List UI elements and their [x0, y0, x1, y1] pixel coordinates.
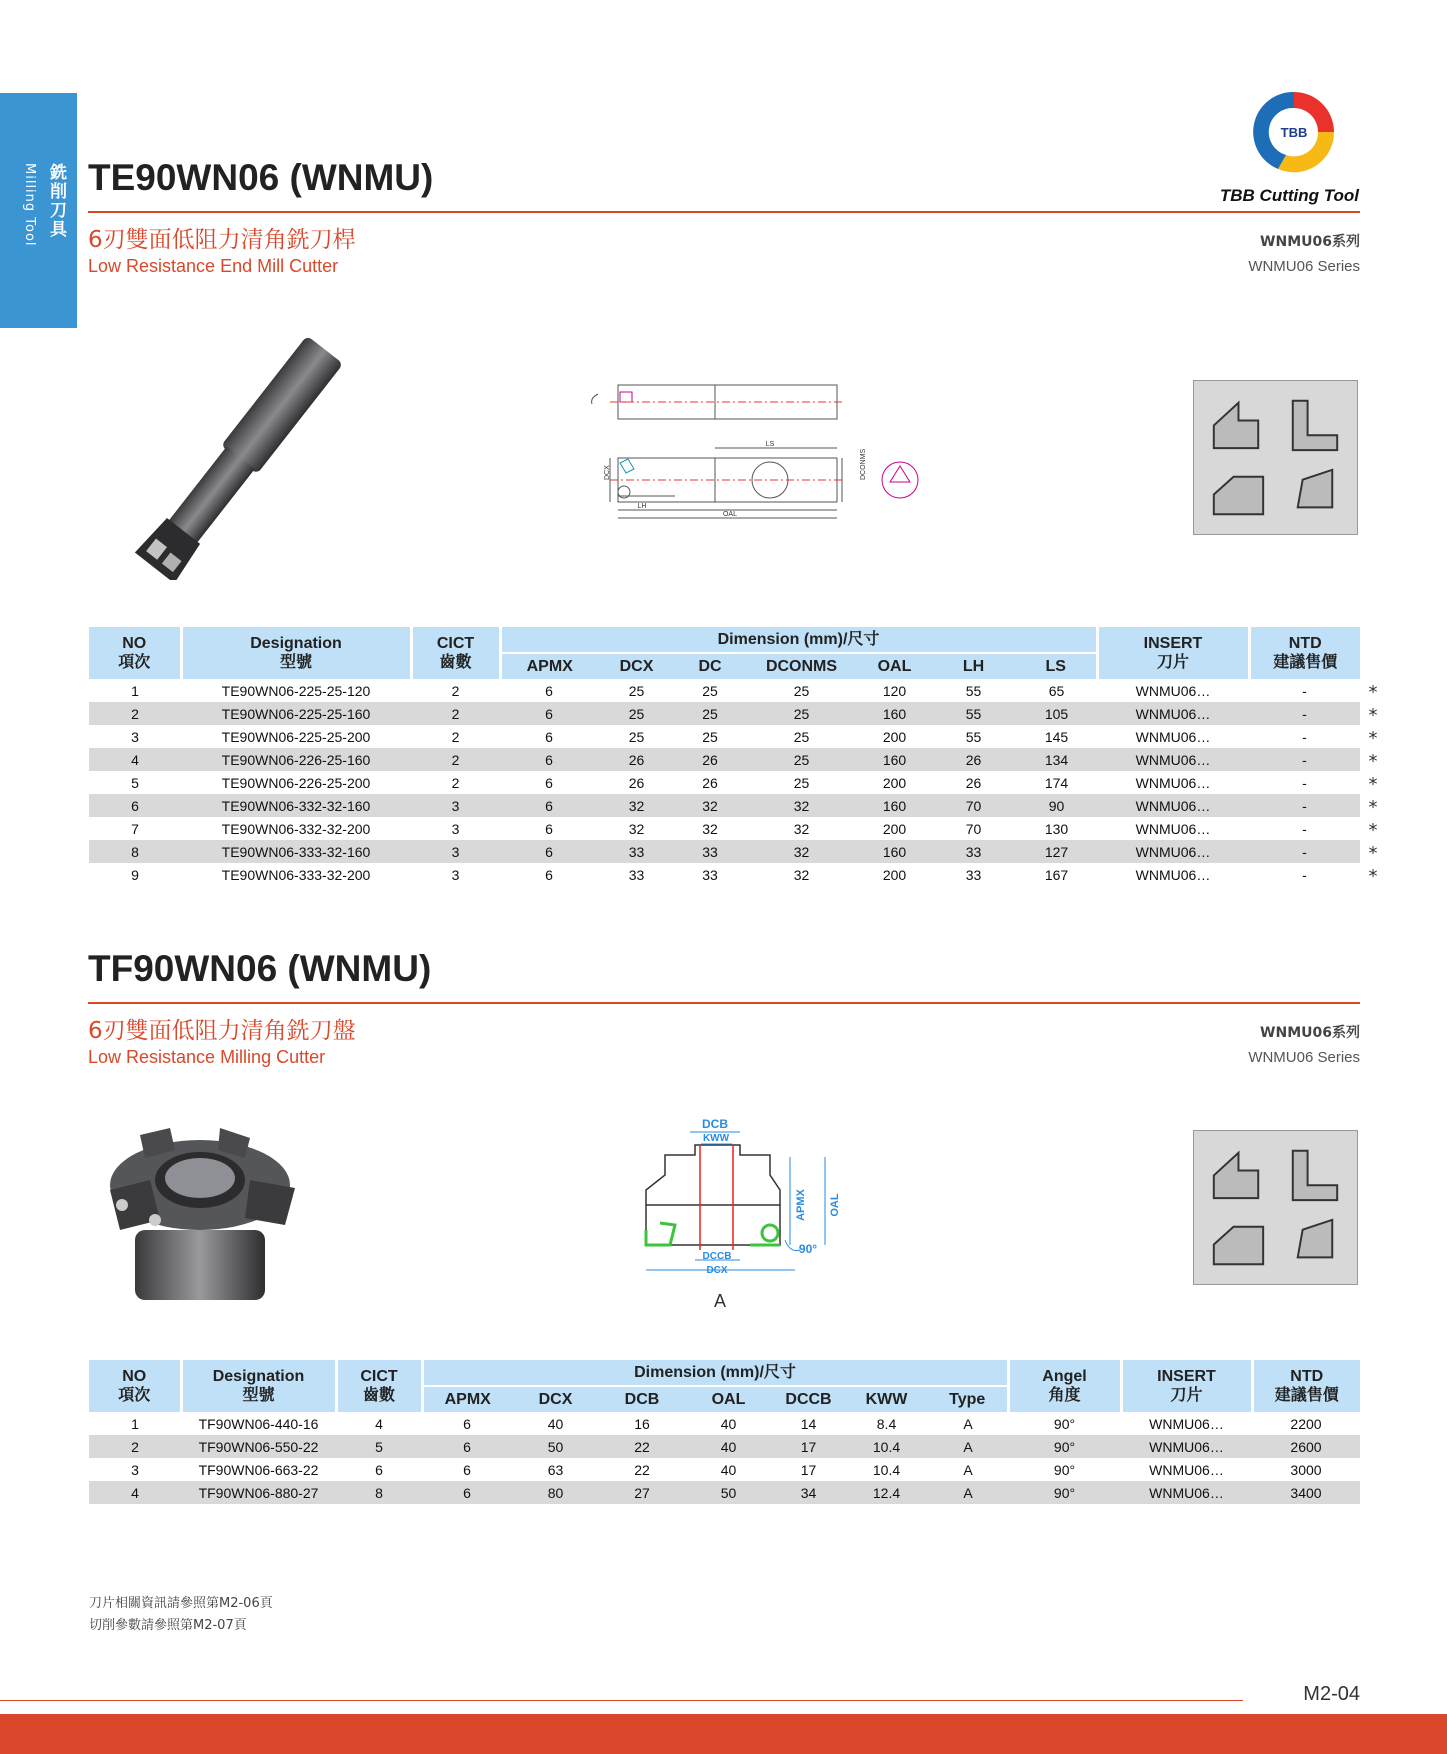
table-cell: WNMU06…	[1097, 840, 1249, 863]
table-cell: 50	[512, 1435, 599, 1458]
table-cell: 25	[702, 682, 718, 699]
table-cell: 32	[793, 866, 810, 883]
table-cell: 32	[745, 794, 858, 817]
table-cell: 33	[965, 866, 982, 883]
table-cell: 16	[634, 1415, 650, 1432]
table-cell: TE90WN06-332-32-160	[181, 794, 411, 817]
table-cell: 10.4	[872, 1461, 901, 1478]
table-cell: 25	[793, 728, 810, 745]
drawing-label-kww: KWW	[702, 1133, 730, 1144]
table-cell: 3	[131, 728, 139, 745]
table-cell: 167	[1044, 866, 1069, 883]
th2-dccb: DCCB	[772, 1386, 845, 1412]
availability-star: *	[1368, 797, 1378, 818]
table-cell: 25	[793, 682, 810, 699]
availability-star: *	[1368, 751, 1378, 772]
page-number: M2-04	[1303, 1683, 1360, 1705]
table-cell: 174	[1044, 774, 1069, 791]
th2-angel: Angel 角度	[1008, 1360, 1121, 1412]
table-cell: 4	[89, 1481, 181, 1504]
table-cell: 25	[702, 728, 718, 745]
table-cell: 34	[772, 1481, 845, 1504]
table-cell: 32	[793, 820, 810, 837]
milling-cutter-spec-table	[89, 1360, 1360, 1504]
table-cell: 2	[451, 728, 460, 745]
table-cell: 160	[858, 794, 931, 817]
table-cell: 17	[800, 1461, 817, 1478]
table-cell: 25	[598, 702, 675, 725]
table-cell: 8.4	[876, 1415, 897, 1432]
table-cell: 2	[89, 1435, 181, 1458]
table-cell: 2200	[1290, 1415, 1322, 1432]
table-cell: 3	[411, 794, 500, 817]
th-dimension: Dimension (mm)/尺寸	[500, 627, 1097, 653]
th2-apmx: APMX	[422, 1386, 512, 1412]
table-cell: 63	[547, 1461, 564, 1478]
table-row	[89, 817, 1360, 840]
drawing-label-dcx: DCX	[706, 1265, 728, 1276]
availability-star: *	[1368, 774, 1378, 795]
table-cell: A	[928, 1481, 1008, 1504]
table-row	[89, 748, 1360, 771]
table-cell: 5	[336, 1435, 422, 1458]
th-designation: Designation 型號	[181, 627, 411, 679]
table-cell: 200	[882, 774, 907, 791]
table-cell: 26	[598, 748, 675, 771]
table-cell: 2	[89, 702, 181, 725]
availability-star: *	[1368, 682, 1378, 703]
table-cell: 40	[547, 1415, 564, 1432]
table-cell: -	[1302, 820, 1307, 837]
table-cell: 27	[599, 1481, 685, 1504]
table-cell: 17	[772, 1435, 845, 1458]
table-cell: 22	[634, 1461, 650, 1478]
table-cell: 4	[89, 748, 181, 771]
table-cell: WNMU06…	[1149, 1461, 1224, 1478]
table-cell: -	[1249, 794, 1360, 817]
table-cell: 25	[793, 774, 810, 791]
section1-series-zh: WNMU06系列	[1260, 234, 1360, 250]
table-cell: 105	[1016, 702, 1097, 725]
table-cell: 120	[882, 682, 907, 699]
section2-series-en: WNMU06 Series	[1248, 1049, 1360, 1066]
table-cell: -	[1249, 748, 1360, 771]
table-cell: 90°	[1053, 1415, 1076, 1432]
table-cell: 160	[858, 840, 931, 863]
table-row	[89, 1458, 1360, 1481]
table-row	[89, 1481, 1360, 1504]
table-cell: 3000	[1290, 1461, 1322, 1478]
table-cell: 26	[675, 748, 745, 771]
table-row	[89, 1412, 1360, 1435]
table-cell: WNMU06…	[1135, 820, 1211, 837]
table-cell: TE90WN06-333-32-160	[181, 840, 411, 863]
table-cell: 2	[411, 748, 500, 771]
note-insert-reference: 刀片相關資訊請參照第M2-06頁	[89, 1596, 273, 1611]
table-cell: 200	[882, 728, 907, 745]
table-cell: -	[1302, 774, 1307, 791]
th2-oal: OAL	[685, 1386, 772, 1412]
table-cell: 32	[598, 794, 675, 817]
table-cell: -	[1302, 728, 1307, 745]
table-row	[89, 1435, 1360, 1458]
table-cell: 90	[1016, 794, 1097, 817]
table-cell: WNMU06…	[1097, 702, 1249, 725]
table-cell: 6	[500, 794, 598, 817]
table-cell: 10.4	[845, 1435, 928, 1458]
table-cell: WNMU06…	[1121, 1481, 1252, 1504]
table-cell: 26	[628, 774, 645, 791]
th2-dcb: DCB	[599, 1386, 685, 1412]
drawing-label-angle: 90°	[798, 1242, 818, 1256]
table-cell: 32	[745, 840, 858, 863]
table-cell: 25	[628, 728, 645, 745]
application-icons-1	[1193, 380, 1358, 535]
table-cell: TE90WN06-226-25-160	[181, 748, 411, 771]
table-cell: 65	[1048, 682, 1065, 699]
availability-star: *	[1368, 866, 1378, 887]
table-cell: 50	[685, 1481, 772, 1504]
end-mill-product-image	[110, 335, 370, 580]
table-row	[89, 725, 1360, 748]
section2-subtitle-zh: 6刃雙面低阻力清角銑刀盤	[88, 1018, 356, 1044]
section2-divider	[88, 1002, 1360, 1004]
th-insert: INSERT 刀片	[1097, 627, 1249, 679]
table-cell: 32	[702, 820, 718, 837]
table-cell: 3	[451, 866, 460, 883]
side-category-tab	[0, 93, 77, 328]
side-tab-en: Milling Tool	[22, 163, 37, 247]
table-cell: WNMU06…	[1097, 748, 1249, 771]
table-cell: 12.4	[845, 1481, 928, 1504]
table-cell: TE90WN06-225-25-120	[221, 682, 371, 699]
drawing-label-dconms: DCONMS	[860, 448, 867, 480]
table-cell: 130	[1044, 820, 1069, 837]
table-cell: 6	[545, 774, 553, 791]
section2-title: TF90WN06 (WNMU)	[88, 948, 432, 989]
table-cell: 70	[965, 820, 982, 837]
table-cell: 6	[463, 1461, 471, 1478]
th2-dcx: DCX	[512, 1386, 599, 1412]
th-ntd: NTD 建議售價	[1249, 627, 1360, 679]
availability-star: *	[1368, 843, 1378, 864]
drawing-label-type: A	[713, 1291, 727, 1311]
table-cell: WNMU06…	[1135, 774, 1211, 791]
drawing-label-oal: OAL	[722, 511, 738, 518]
table-cell: 6	[545, 682, 553, 699]
footer-bar	[0, 1714, 1447, 1754]
availability-stars	[1363, 681, 1383, 888]
table-cell: 7	[131, 820, 139, 837]
table-cell: WNMU06…	[1135, 728, 1211, 745]
table-cell: 200	[882, 820, 907, 837]
th2-no: NO 項次	[89, 1360, 181, 1412]
table-cell: TE90WN06-226-25-200	[221, 774, 371, 791]
table-cell: 90°	[1008, 1481, 1121, 1504]
table-cell: 2	[411, 702, 500, 725]
th2-ntd: NTD 建議售價	[1252, 1360, 1360, 1412]
table-row	[89, 702, 1360, 725]
milling-cutter-dimension-drawing	[630, 1115, 870, 1315]
section2-subtitle-en: Low Resistance Milling Cutter	[88, 1047, 326, 1067]
table-cell: 6	[500, 840, 598, 863]
table-cell: 33	[598, 840, 675, 863]
th2-designation: Designation 型號	[181, 1360, 336, 1412]
th-apmx: APMX	[500, 653, 598, 679]
th-ls: LS	[1016, 653, 1097, 679]
table-cell: 3	[131, 1461, 139, 1478]
th-lh: LH	[931, 653, 1016, 679]
table-cell: A	[963, 1415, 973, 1432]
table-cell: TE90WN06-225-25-200	[221, 728, 371, 745]
table-cell: 55	[965, 728, 982, 745]
table-cell: 200	[882, 866, 907, 883]
table-cell: 22	[599, 1435, 685, 1458]
table-cell: 55	[931, 702, 1016, 725]
table-cell: WNMU06…	[1149, 1415, 1224, 1432]
table-cell: 127	[1016, 840, 1097, 863]
table-cell: -	[1302, 682, 1307, 699]
table-cell: 1	[131, 682, 139, 699]
table-cell: 6	[375, 1461, 383, 1478]
table-cell: 4	[375, 1415, 383, 1432]
table-cell: 40	[720, 1461, 737, 1478]
table-cell: TE90WN06-225-25-160	[181, 702, 411, 725]
table-cell: 6	[422, 1481, 512, 1504]
table-cell: 6	[422, 1435, 512, 1458]
drawing-label-ls: LS	[765, 441, 775, 448]
milling-cutter-product-image	[100, 1120, 310, 1310]
table-cell: 6	[545, 820, 553, 837]
table-cell: WNMU06…	[1135, 682, 1211, 699]
table-cell: TF90WN06-440-16	[198, 1415, 319, 1432]
table-cell: 25	[745, 702, 858, 725]
table-row	[89, 679, 1360, 702]
drawing-label-dccb: DCCB	[702, 1251, 732, 1262]
table-cell: 6	[463, 1415, 471, 1432]
th2-type: Type	[928, 1386, 1008, 1412]
th2-kww: KWW	[845, 1386, 928, 1412]
note-cutting-parameters: 切削參數請參照第M2-07頁	[89, 1618, 247, 1633]
table-cell: 25	[675, 702, 745, 725]
availability-star: *	[1368, 705, 1378, 726]
table-cell: TE90WN06-332-32-200	[221, 820, 371, 837]
th-dcx: DCX	[598, 653, 675, 679]
th2-insert: INSERT 刀片	[1121, 1360, 1252, 1412]
section1-series-en: WNMU06 Series	[1248, 258, 1360, 275]
table-cell: 8	[336, 1481, 422, 1504]
table-cell: 3	[411, 840, 500, 863]
table-cell: 25	[745, 748, 858, 771]
footer-divider	[0, 1700, 1243, 1701]
table-cell: 6	[545, 866, 553, 883]
drawing-label-apmx: APMX	[795, 1189, 807, 1221]
drawing-label-dcb: DCB	[702, 1117, 728, 1131]
table-cell: 26	[965, 774, 982, 791]
table-cell: 32	[628, 820, 645, 837]
table-cell: -	[1249, 702, 1360, 725]
table-cell: 1	[131, 1415, 139, 1432]
table-cell: TF90WN06-550-22	[181, 1435, 336, 1458]
end-mill-dimension-drawing	[580, 380, 930, 530]
table-cell: 160	[858, 748, 931, 771]
section1-subtitle-zh: 6刃雙面低阻力清角銑刀桿	[88, 227, 356, 253]
table-cell: 33	[702, 866, 718, 883]
side-tab-zh: 銑削刀具	[46, 163, 66, 239]
table-cell: -	[1249, 840, 1360, 863]
section2-series-zh: WNMU06系列	[1260, 1025, 1360, 1041]
table-cell: 145	[1044, 728, 1069, 745]
table-cell: 134	[1016, 748, 1097, 771]
application-icons-2	[1193, 1130, 1358, 1285]
table-cell: 80	[512, 1481, 599, 1504]
drawing-label-dcx: DCX	[604, 465, 611, 480]
table-row	[89, 771, 1360, 794]
table-cell: A	[963, 1461, 973, 1478]
table-cell: 25	[628, 682, 645, 699]
table-cell: 6	[89, 794, 181, 817]
th2-dimension: Dimension (mm)/尺寸	[422, 1360, 1008, 1386]
table-cell: 6	[500, 702, 598, 725]
table-cell: 2	[451, 774, 460, 791]
table-row	[89, 794, 1360, 817]
table-cell: 40	[720, 1415, 737, 1432]
section1-subtitle-en: Low Resistance End Mill Cutter	[88, 256, 339, 276]
th-dconms: DCONMS	[745, 653, 858, 679]
drawing-label-oal: OAL	[829, 1193, 841, 1217]
table-cell: 6	[500, 748, 598, 771]
table-cell: A	[928, 1435, 1008, 1458]
end-mill-spec-table	[89, 627, 1360, 886]
drawing-label-lh: LH	[637, 503, 647, 510]
availability-star: *	[1368, 728, 1378, 749]
table-cell: 40	[685, 1435, 772, 1458]
table-cell: 32	[675, 794, 745, 817]
section1-title: TE90WN06 (WNMU)	[88, 157, 434, 198]
table-cell: TF90WN06-663-22	[198, 1461, 319, 1478]
logo-text: TBB	[1280, 125, 1308, 140]
table-cell: 70	[931, 794, 1016, 817]
th2-cict: CICT 齒數	[336, 1360, 422, 1412]
table-cell: 33	[931, 840, 1016, 863]
availability-star: *	[1368, 820, 1378, 841]
table-cell: WNMU06…	[1097, 794, 1249, 817]
brand-name: TBB Cutting Tool	[1219, 186, 1359, 205]
table-cell: 3400	[1252, 1481, 1360, 1504]
table-cell: 14	[800, 1415, 817, 1432]
table-cell: 8	[89, 840, 181, 863]
table-cell: TF90WN06-880-27	[181, 1481, 336, 1504]
table-cell: 5	[131, 774, 139, 791]
th-no: NO 項次	[89, 627, 181, 679]
table-cell: 33	[628, 866, 645, 883]
table-cell: 90°	[1008, 1435, 1121, 1458]
table-cell: 3	[451, 820, 460, 837]
tbb-logo	[1248, 86, 1340, 178]
table-cell: 2600	[1252, 1435, 1360, 1458]
th-oal: OAL	[858, 653, 931, 679]
table-row	[89, 863, 1360, 886]
table-cell: 160	[858, 702, 931, 725]
table-cell: 9	[131, 866, 139, 883]
table-cell: WNMU06…	[1135, 866, 1211, 883]
table-cell: 2	[451, 682, 460, 699]
section1-divider	[88, 211, 1360, 213]
table-cell: 6	[545, 728, 553, 745]
table-cell: 90°	[1053, 1461, 1076, 1478]
th-dc: DC	[675, 653, 745, 679]
table-row	[89, 840, 1360, 863]
th-cict: CICT 齒數	[411, 627, 500, 679]
table-cell: WNMU06…	[1121, 1435, 1252, 1458]
table-cell: TE90WN06-333-32-200	[221, 866, 371, 883]
table-cell: 26	[931, 748, 1016, 771]
table-cell: 26	[702, 774, 718, 791]
table-cell: -	[1302, 866, 1307, 883]
table-cell: 55	[965, 682, 982, 699]
table-cell: 33	[675, 840, 745, 863]
